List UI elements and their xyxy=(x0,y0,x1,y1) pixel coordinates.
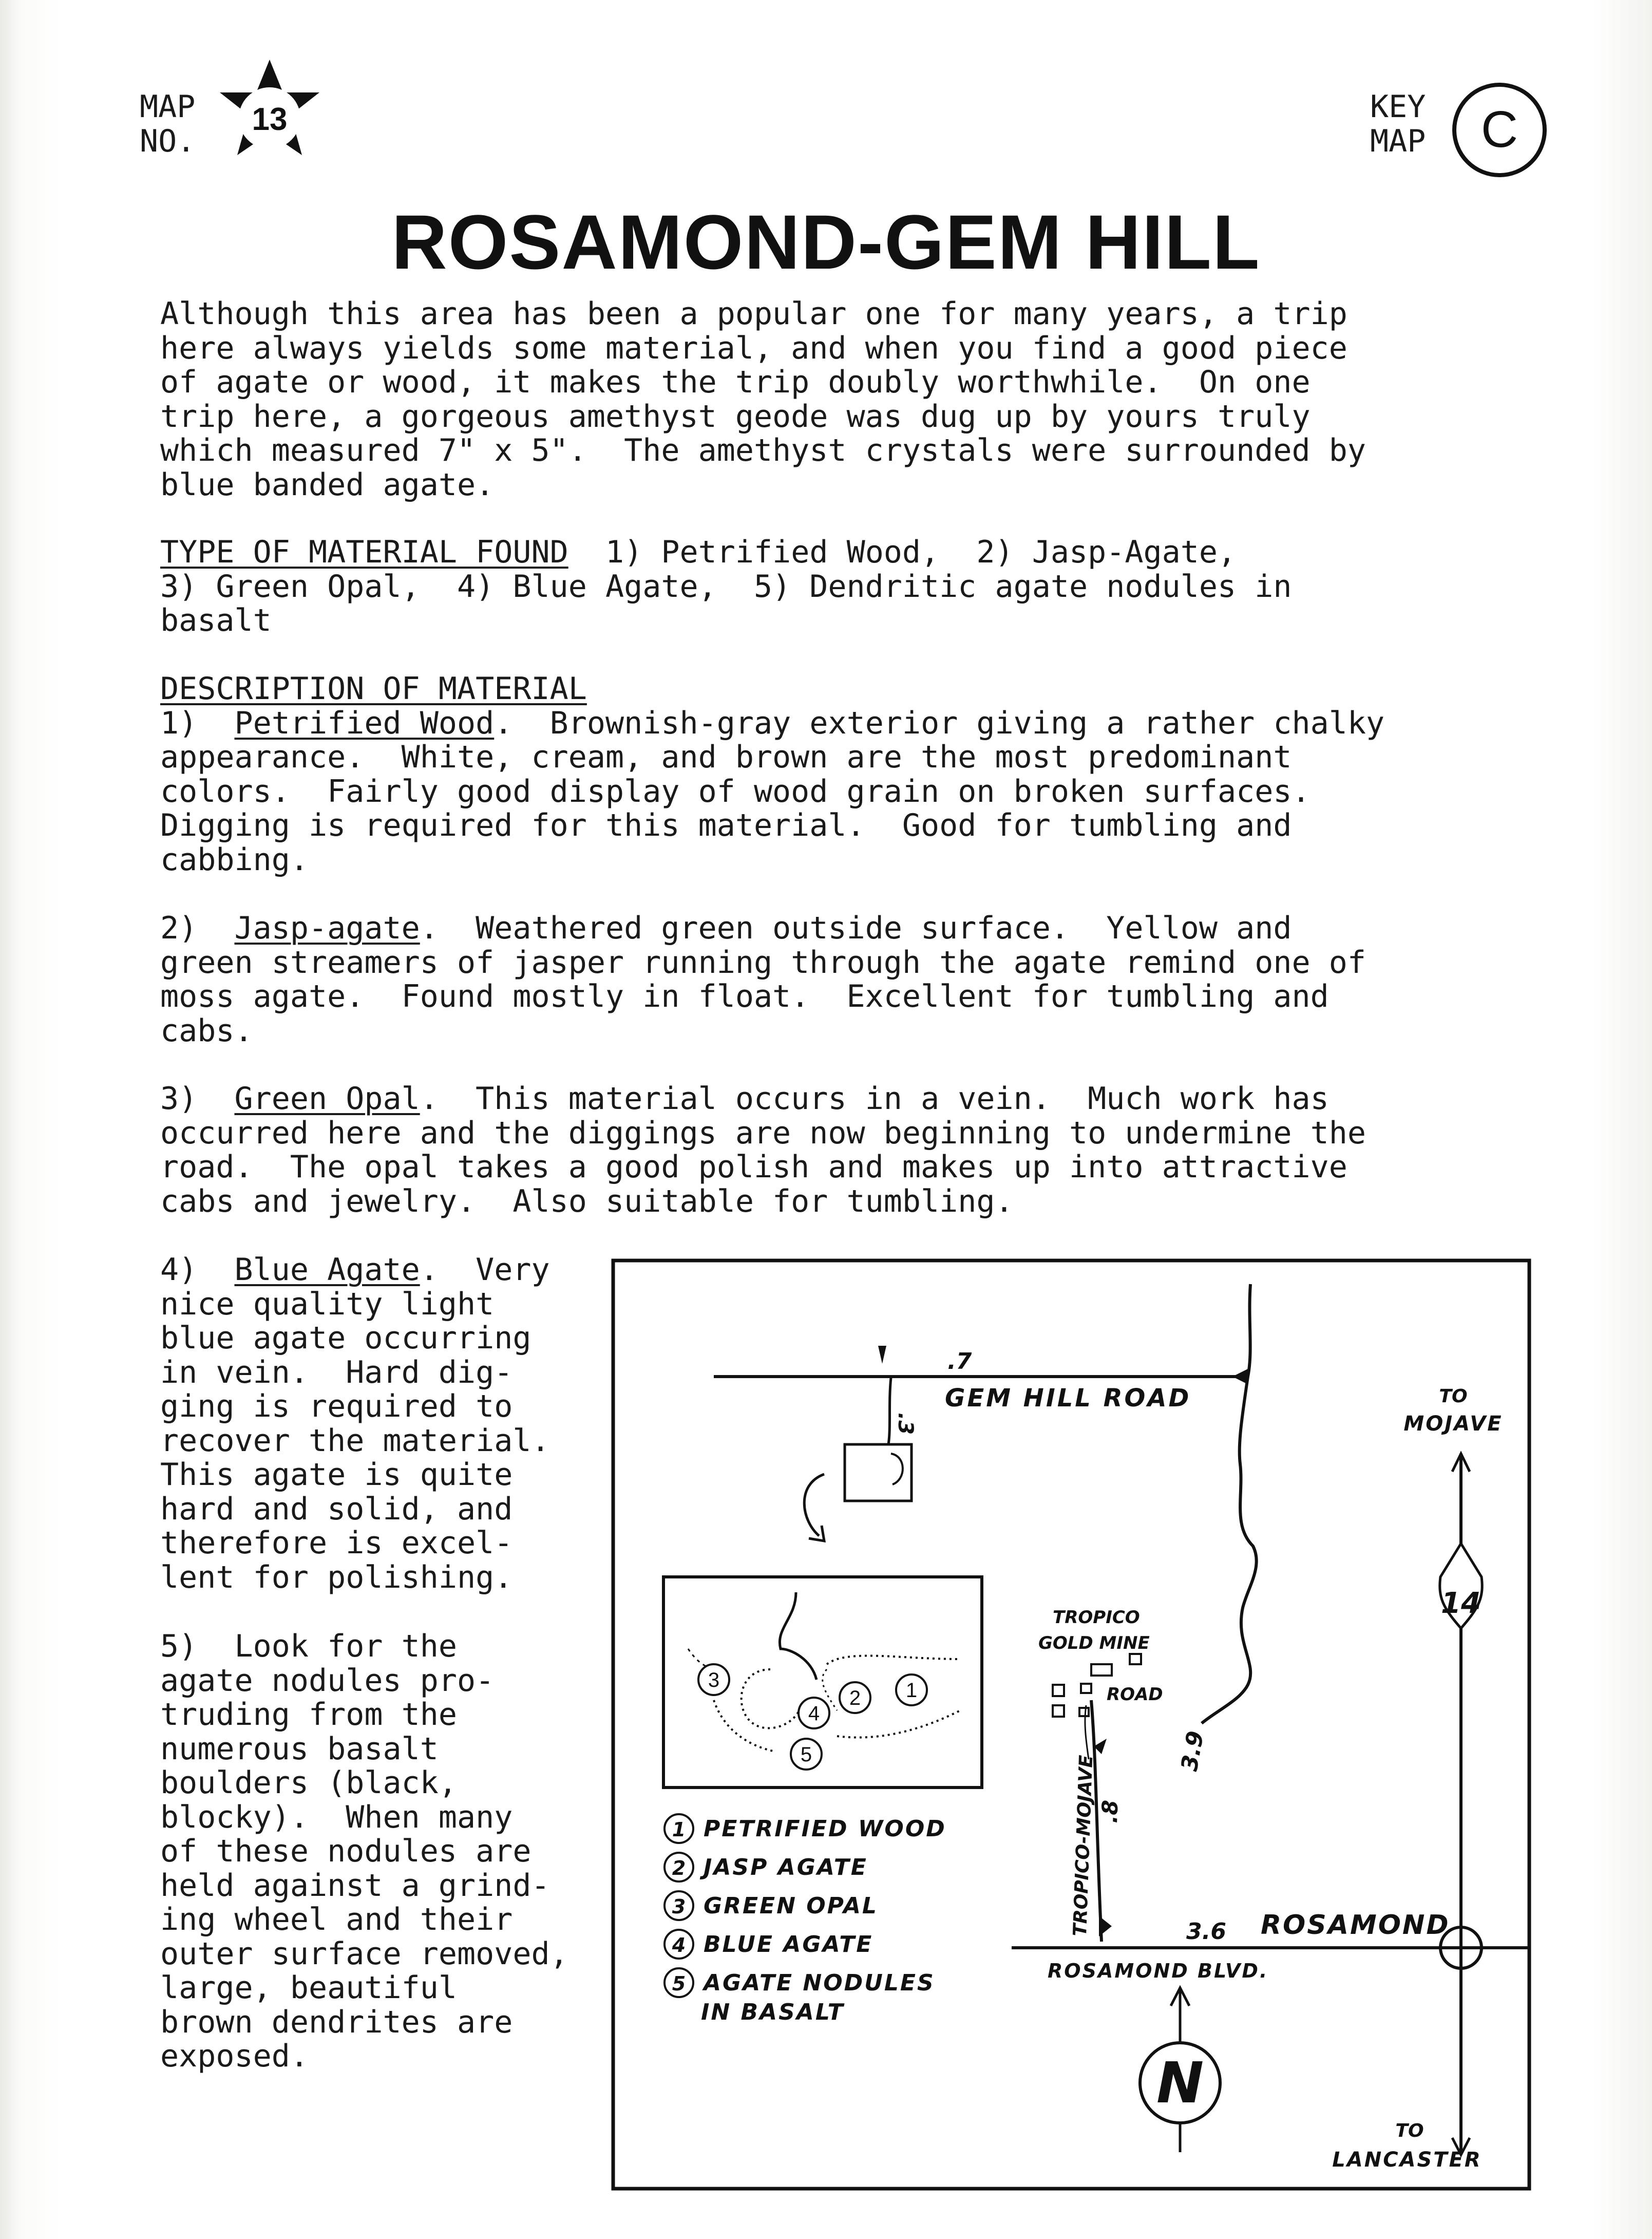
description-heading: DESCRIPTION OF MATERIAL xyxy=(160,671,587,707)
to-lancaster-label-1: TO xyxy=(1395,2120,1424,2141)
dist-08: .8 xyxy=(1097,1799,1123,1824)
dist-03: .3 xyxy=(894,1413,917,1435)
tropico-label: TROPICO xyxy=(1053,1607,1140,1628)
legend-jasp-agate: JASP AGATE xyxy=(704,1854,868,1880)
map-number-text: 13 xyxy=(252,102,288,137)
gem-hill-winding-road xyxy=(1202,1284,1257,1723)
key-letter: C xyxy=(1480,101,1518,158)
intro-paragraph: Although this area has been a popular one for many years, a trip here always yields some material, and when you find a good piece of agate or wood, it makes the trip doubly worthwhile. On one trip here, a gorgeous amethyst geode was dug up by yours truly which measured 7" x 5". The amethyst crystals were surrounded by blue banded agate. xyxy=(160,296,1366,503)
description-section: DESCRIPTION OF MATERIAL 1) Petrified Wood. Brownish-gray exterior giving a rather chalky appearance. White, cream, and brown are the most predominant colors. Fairly good display of wood grain on broken surfaces. Digging is required for this material. Good for tumbling and cabbing. xyxy=(160,671,1385,878)
spur-road xyxy=(888,1378,891,1444)
key-map-label: KEY MAP xyxy=(1370,89,1426,159)
site-markers xyxy=(698,1664,927,1770)
dist-36: 3.6 xyxy=(1186,1918,1226,1945)
legend-green-opal: GREEN OPAL xyxy=(704,1893,878,1919)
svg-text:1: 1 xyxy=(672,1818,686,1841)
svg-text:3: 3 xyxy=(672,1895,686,1918)
turn-marker-icon xyxy=(878,1346,886,1364)
legend-agate-nodules: AGATE NODULES xyxy=(704,1970,935,1996)
gold-mine-label: GOLD MINE xyxy=(1038,1633,1150,1653)
item-name-blue-agate: Blue Agate xyxy=(234,1252,420,1288)
dist-39: 3.9 xyxy=(1176,1729,1209,1773)
zoom-arrow-icon xyxy=(804,1474,824,1541)
rosamond-blvd-label: ROSAMOND BLVD. xyxy=(1048,1960,1269,1982)
legend-blue-agate: BLUE AGATE xyxy=(704,1931,874,1958)
materials-found-section: TYPE OF MATERIAL FOUND 1) Petrified Wood, 2) Jasp-Agate, 3) Green Opal, 4) Blue Agate, 5) Dendritic agate nodules in basalt xyxy=(160,534,1292,638)
north-letter: N xyxy=(1156,2050,1204,2116)
dist-07: .7 xyxy=(947,1348,972,1375)
description-item-jasp-agate: 2) Jasp-agate. Weathered green outside surface. Yellow and green streamers of jasper running through the agate remind one of moss agate. Found mostly in float. Excellent for tumbling and cabs. xyxy=(160,910,1366,1049)
road-label: ROAD xyxy=(1107,1684,1163,1705)
item-name-petrified-wood: Petrified Wood xyxy=(234,705,495,741)
svg-text:1: 1 xyxy=(905,1679,918,1702)
svg-text:3: 3 xyxy=(708,1669,720,1691)
svg-text:5: 5 xyxy=(800,1743,812,1766)
page-title: ROSAMOND-GEM HILL xyxy=(391,199,1261,285)
svg-text:4: 4 xyxy=(672,1934,686,1956)
blvd-junction-marker-icon xyxy=(1099,1916,1112,1936)
rosamond-town-label: ROSAMOND xyxy=(1261,1910,1450,1941)
legend-petrified-wood: PETRIFIED WOOD xyxy=(704,1816,946,1842)
description-item-green-opal: 3) Green Opal. This material occurs in a vein. Much work has occurred here and the diggings are now beginning to undermine the road. The opal takes a good polish and makes up into attractive cabs and jewelry. Also suitable for tumbling. xyxy=(160,1081,1366,1219)
materials-found-heading: TYPE OF MATERIAL FOUND xyxy=(160,534,568,570)
to-lancaster-label-2: LANCASTER xyxy=(1332,2148,1482,2172)
description-item-agate-nodules: 5) Look for the agate nodules pro- truding from the numerous basalt boulders (black, blocky). When many of these nodules are held against a grind- ing wheel and their outer surface removed, large, beautiful brown dendrites are exposed. xyxy=(160,1628,568,2074)
gem-hill-road-label: GEM HILL ROAD xyxy=(945,1384,1191,1413)
key-map-circle xyxy=(1451,81,1548,179)
svg-text:4: 4 xyxy=(808,1702,820,1725)
to-mojave-label-2: MOJAVE xyxy=(1403,1412,1503,1436)
tropico-mojave-label: TROPICO-MOJAVE xyxy=(1070,1755,1097,1937)
location-map xyxy=(611,1258,1531,2191)
description-item-blue-agate: 4) Blue Agate. Very nice quality light blue agate occurring in vein. Hard dig- ging is required to recover the material. This agate is quite hard and solid, and therefore is excel- lent for polishing. xyxy=(160,1252,550,1595)
map-legend xyxy=(664,1814,946,2025)
map-number-label: MAP NO. xyxy=(140,89,196,159)
item-name-green-opal: Green Opal xyxy=(234,1081,420,1117)
svg-text:5: 5 xyxy=(672,1972,686,1995)
highway-number: 14 xyxy=(1441,1587,1481,1620)
to-mojave-label-1: TO xyxy=(1439,1386,1468,1407)
map-number-star xyxy=(216,58,324,165)
svg-text:2: 2 xyxy=(672,1857,686,1879)
svg-text:2: 2 xyxy=(849,1687,861,1709)
item-name-jasp-agate: Jasp-agate xyxy=(234,910,420,946)
legend-in-basalt: IN BASALT xyxy=(701,1999,845,2025)
